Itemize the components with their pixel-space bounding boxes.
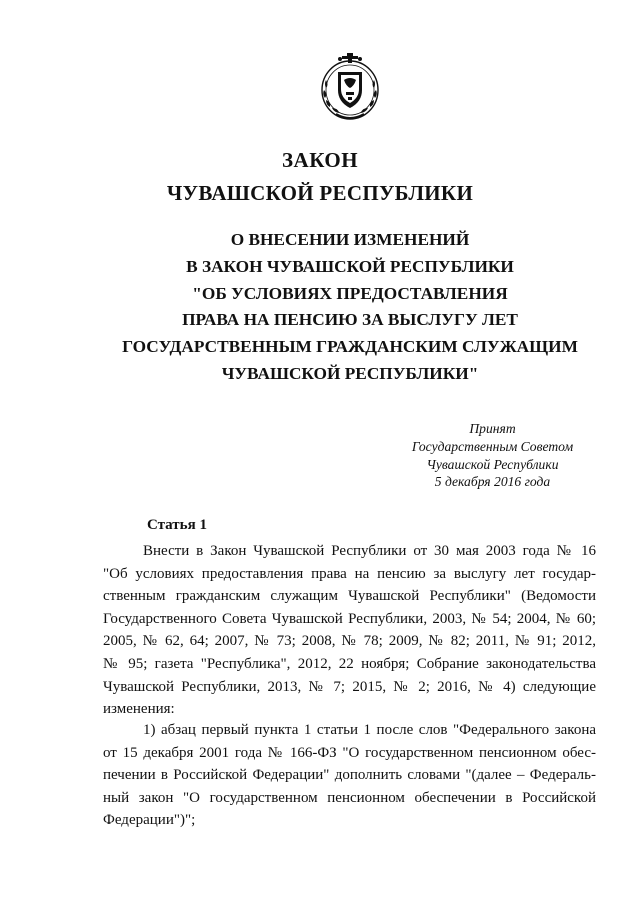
law-name-heading [100,227,600,388]
paragraph-line: Федерации")"; [103,812,196,829]
paragraph-line: ный закон "О государственном пенсионном обеспечении в Российской [103,789,596,806]
coat-of-arms-icon [318,50,382,122]
paragraph-line: "Об условиях предоставления права на пенсию за выслугу лет государ- [103,565,596,582]
law-name-line: ПРАВА НА ПЕНСИЮ ЗА ВЫСЛУГУ ЛЕТ [182,310,518,330]
law-name-line: ЧУВАШСКОЙ РЕСПУБЛИКИ" [221,363,479,383]
law-region-title: ЧУВАШСКОЙ РЕСПУБЛИКИ [166,181,474,205]
paragraph-line: № 95; газета "Республика", 2012, 22 ноября; Собрание законодательства [103,655,596,672]
paragraph-line: Государственного Совета Чувашской Республики, 2003, № 54; 2004, № 60; [103,610,596,627]
adoption-line: Чувашской Республики [426,456,559,472]
paragraph-line: ственным гражданским служащим Чувашской Республики" (Ведомости [103,588,596,605]
law-name-line: О ВНЕСЕНИИ ИЗМЕНЕНИЙ [230,230,470,249]
paragraph-line: Чувашской Республики, 2013, № 7; 2015, № 2; 2016, № 4) следующие [103,678,596,695]
law-name-line: ГОСУДАРСТВЕННЫМ ГРАЖДАНСКИМ СЛУЖАЩИМ [122,337,578,357]
coat-of-arms-svg [318,50,382,122]
paragraph-line: Внести в Закон Чувашской Республики от 30 мая 2003 года № 16 [143,543,596,559]
paragraph-line: от 15 декабря 2001 года № 166-ФЗ "О государственном пенсионном обес- [103,744,596,761]
paragraph-line: изменения: [103,701,175,718]
adoption-line: Государственным Советом [411,438,574,454]
adoption-note [400,420,585,491]
paragraph-line: печении в Российской Федерации" дополнить словами "(далее – Федераль- [103,767,596,784]
paragraph-line: 1) абзац первый пункта 1 статьи 1 после слов "Федерального закона [143,722,596,738]
article-paragraph-1 [103,540,596,721]
law-name-line: В ЗАКОН ЧУВАШСКОЙ РЕСПУБЛИКИ [186,256,514,276]
law-name-line: "ОБ УСЛОВИЯХ ПРЕДОСТАВЛЕНИЯ [192,283,508,303]
article-title: Статья 1 [147,517,207,533]
law-type-title: ЗАКОН [281,148,359,172]
adoption-line: Принят [469,421,516,436]
adoption-date: 5 декабря 2016 года [434,474,551,490]
article-paragraph-2 [103,719,596,832]
paragraph-line: 2005, № 62, 64; 2007, № 73; 2008, № 78; 2009, № 82; 2011, № 91; 2012, [103,633,596,650]
